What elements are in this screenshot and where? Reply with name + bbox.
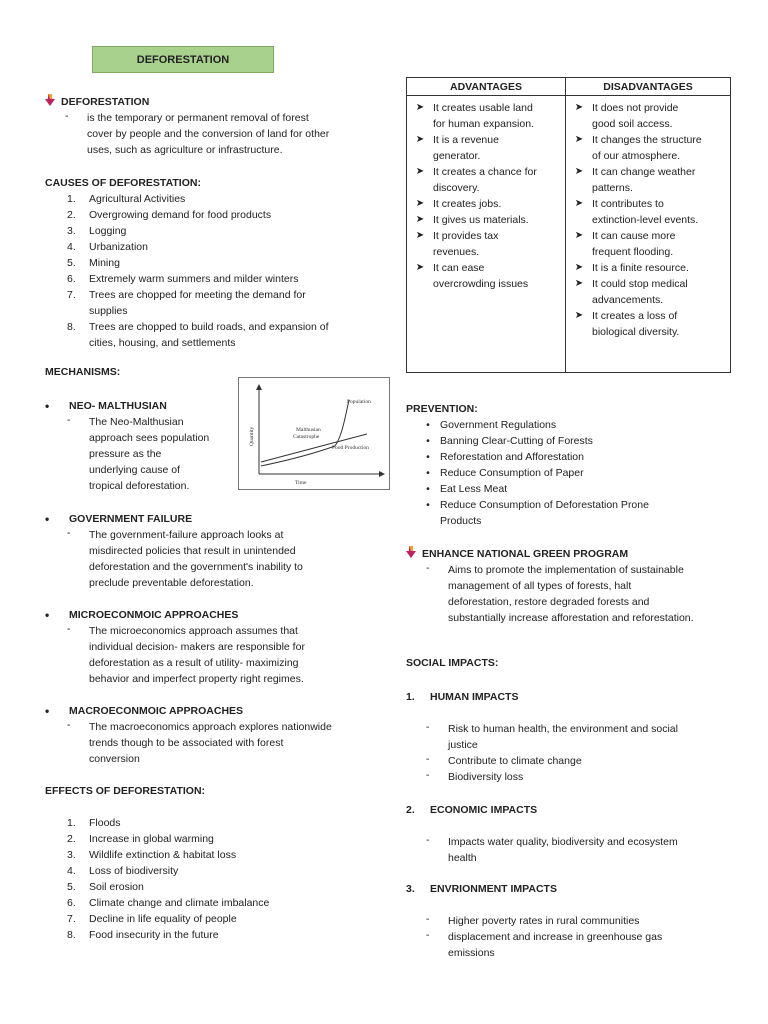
table-item: ➤ It can change weather patterns. — [566, 164, 730, 196]
arrow-bullet-icon: ➤ — [574, 102, 584, 113]
effects-heading: EFFECTS OF DEFORESTATION: — [45, 785, 206, 797]
causes-section — [45, 175, 375, 351]
human-heading: HUMAN IMPACTS — [430, 691, 519, 703]
bullet-icon: • — [426, 419, 430, 431]
list-item: • Reforestation and Afforestation — [416, 449, 736, 465]
bullet-icon: • — [426, 483, 430, 495]
list-item: 6. Climate change and climate imbalance — [67, 897, 270, 909]
list-item: - Higher poverty rates in rural communities — [426, 913, 640, 927]
micro-heading: MICROECONMOIC APPROACHES — [69, 609, 239, 621]
bullet-icon: • — [426, 467, 430, 479]
causes-heading: CAUSES OF DEFORESTATION: — [45, 177, 201, 189]
macro-heading: MACROECONMOIC APPROACHES — [69, 705, 244, 717]
table-item: ➤ It is a finite resource. — [566, 260, 730, 276]
table-item: ➤ It provides tax revenues. — [407, 228, 565, 260]
prevention-list — [416, 417, 736, 529]
malthusian-graph — [238, 377, 390, 490]
page-title — [92, 46, 274, 73]
advantages-table — [406, 77, 731, 373]
list-item: 4. Loss of biodiversity — [67, 865, 179, 877]
arrow-bullet-icon: ➤ — [574, 262, 584, 273]
macro-section: • MACROECONMOIC APPROACHES - The macroeconomics approach explores nationwide trends though to be associated with forest conversion — [45, 704, 332, 765]
disadvantages-cell — [566, 96, 731, 373]
disadvantages-header: DISADVANTAGES — [566, 78, 731, 96]
list-item: 4. Urbanization — [67, 241, 148, 253]
advantages-cell — [407, 96, 566, 373]
table-item: ➤ It contributes to extinction-level events. — [566, 196, 730, 228]
list-item: - Biodiversity loss — [426, 769, 524, 783]
advantages-header: ADVANTAGES — [407, 78, 566, 96]
arrow-bullet-icon: ➤ — [574, 278, 584, 289]
table-item: ➤ It creates a chance for discovery. — [407, 164, 565, 196]
down-arrow-icon — [45, 94, 55, 106]
graph-food-label: Food Production — [332, 445, 369, 451]
economic-impacts-section: 2. ECONOMIC IMPACTS - Impacts water quality, biodiversity and ecosystem health — [406, 802, 746, 866]
environment-impacts-section: 3. ENVRIONMENT IMPACTS - Higher poverty rates in rural communities - displacement and increase in greenhouse gas emissions — [406, 881, 746, 961]
table-item: ➤ It can ease overcrowding issues — [407, 260, 565, 292]
list-item: - Contribute to climate change — [426, 753, 582, 767]
arrow-bullet-icon: ➤ — [574, 310, 584, 321]
causes-list — [67, 191, 375, 351]
list-item: • Eat Less Meat — [416, 481, 736, 497]
arrow-bullet-icon: ➤ — [415, 230, 425, 241]
environment-heading: ENVRIONMENT IMPACTS — [430, 883, 557, 895]
definition-section — [45, 94, 375, 158]
list-item: 7. Trees are chopped for meeting the demand for supplies — [67, 289, 306, 317]
list-item: - Risk to human health, the environment and social justice — [426, 721, 678, 751]
table-item: ➤ It does not provide good soil access. — [566, 100, 730, 132]
table-item: ➤ It can cause more frequent flooding. — [566, 228, 730, 260]
arrow-bullet-icon: ➤ — [574, 166, 584, 177]
arrow-bullet-icon: ➤ — [574, 230, 584, 241]
list-item: 3. Logging — [67, 225, 127, 237]
list-item: 6. Extremely warm summers and milder winters — [67, 273, 299, 285]
mechanisms-heading: MECHANISMS: — [45, 366, 121, 378]
arrow-bullet-icon: ➤ — [415, 214, 425, 225]
arrow-bullet-icon: ➤ — [574, 134, 584, 145]
arrow-bullet-icon: ➤ — [415, 102, 425, 113]
economic-heading: ECONOMIC IMPACTS — [430, 804, 538, 816]
effects-section — [45, 783, 375, 943]
bullet-icon: • — [426, 435, 430, 447]
micro-section: • MICROECONMOIC APPROACHES - The microeconomics approach assumes that individual decision- makers are responsible for deforestation as a result of utility- maximizing behavior and imperfect property right regimes. — [45, 608, 305, 685]
down-arrow-icon — [406, 546, 416, 558]
list-item: 8. Food insecurity in the future — [67, 929, 219, 941]
list-item: 8. Trees are chopped to build roads, and expansion of cities, housing, and settlements — [67, 321, 329, 349]
list-item: 5. Soil erosion — [67, 881, 144, 893]
green-heading: ENHANCE NATIONAL GREEN PROGRAM — [422, 548, 629, 560]
list-item: • Government Regulations — [416, 417, 736, 433]
table-item: ➤ It creates jobs. — [407, 196, 565, 212]
neo-malthusian-section: • NEO- MALTHUSIAN - The Neo-Malthusian approach sees population pressure as the underlying cause of tropical deforestation. — [45, 399, 210, 492]
arrow-bullet-icon: ➤ — [415, 134, 425, 145]
list-item: 1. Agricultural Activities — [67, 193, 186, 205]
prevention-heading: PREVENTION: — [406, 403, 478, 415]
graph-catastrophe-label-1: Malthusian — [296, 427, 321, 433]
human-impacts-section: 1. HUMAN IMPACTS - Risk to human health, the environment and social justice - Contribute to climate change - Biodiversity loss — [406, 689, 746, 785]
effects-list — [67, 815, 375, 943]
arrow-bullet-icon: ➤ — [415, 262, 425, 273]
graph-population-label: Population — [347, 399, 371, 405]
list-item: - Impacts water quality, biodiversity and ecosystem health — [426, 834, 678, 864]
social-heading: SOCIAL IMPACTS: — [406, 657, 499, 669]
table-item: ➤ It creates a loss of biological diversity. — [566, 308, 730, 340]
page-title-text: DEFORESTATION — [136, 53, 230, 66]
graph-svg — [239, 378, 389, 489]
table-item: ➤ It changes the structure of our atmosphere. — [566, 132, 730, 164]
gov-heading: GOVERNMENT FAILURE — [69, 513, 193, 525]
green-program-section: ENHANCE NATIONAL GREEN PROGRAM - Aims to promote the implementation of sustainable management of all types of forests, halt deforestation, restore degraded forests and substantially increase afforestation and reforestation. — [406, 546, 746, 626]
table-item: ➤ It gives us materials. — [407, 212, 565, 228]
list-item: 7. Decline in life equality of people — [67, 913, 237, 925]
arrow-bullet-icon: ➤ — [415, 198, 425, 209]
list-item: • Reduce Consumption of Paper — [416, 465, 736, 481]
bullet-icon: • — [426, 451, 430, 463]
graph-y-label: Quantity — [249, 426, 255, 446]
list-item: • Banning Clear-Cutting of Forests — [416, 433, 736, 449]
table-item: ➤ It is a revenue generator. — [407, 132, 565, 164]
graph-catastrophe-label-2: Catastrophe — [293, 434, 320, 440]
neo-heading: NEO- MALTHUSIAN — [69, 400, 167, 412]
arrow-bullet-icon: ➤ — [415, 166, 425, 177]
table-item: ➤ It creates usable land for human expansion. — [407, 100, 565, 132]
graph-x-label: Time — [295, 480, 307, 486]
bullet-icon: • — [426, 499, 430, 511]
government-failure-section: • GOVERNMENT FAILURE - The government-failure approach looks at misdirected policies that result in unintended deforestation and the government's inability to preclude preventable deforestation. — [45, 512, 303, 589]
list-item: 3. Wildlife extinction & habitat loss — [67, 849, 237, 861]
list-item: 1. Floods — [67, 817, 121, 829]
prevention-section — [406, 401, 736, 529]
list-item: • Reduce Consumption of Deforestation Prone Products — [416, 497, 736, 529]
list-item: 2. Overgrowing demand for food products — [67, 209, 272, 221]
list-item: 2. Increase in global warming — [67, 833, 214, 845]
definition-heading: DEFORESTATION — [61, 96, 150, 108]
list-item: 5. Mining — [67, 257, 120, 269]
arrow-bullet-icon: ➤ — [574, 198, 584, 209]
definition-text: - is the temporary or permanent removal of forest cover by people and the conversion of land for other uses, such as agriculture or infrastructure. — [65, 110, 330, 156]
list-item: - displacement and increase in greenhouse gas emissions — [426, 929, 663, 959]
table-item: ➤ It could stop medical advancements. — [566, 276, 730, 308]
